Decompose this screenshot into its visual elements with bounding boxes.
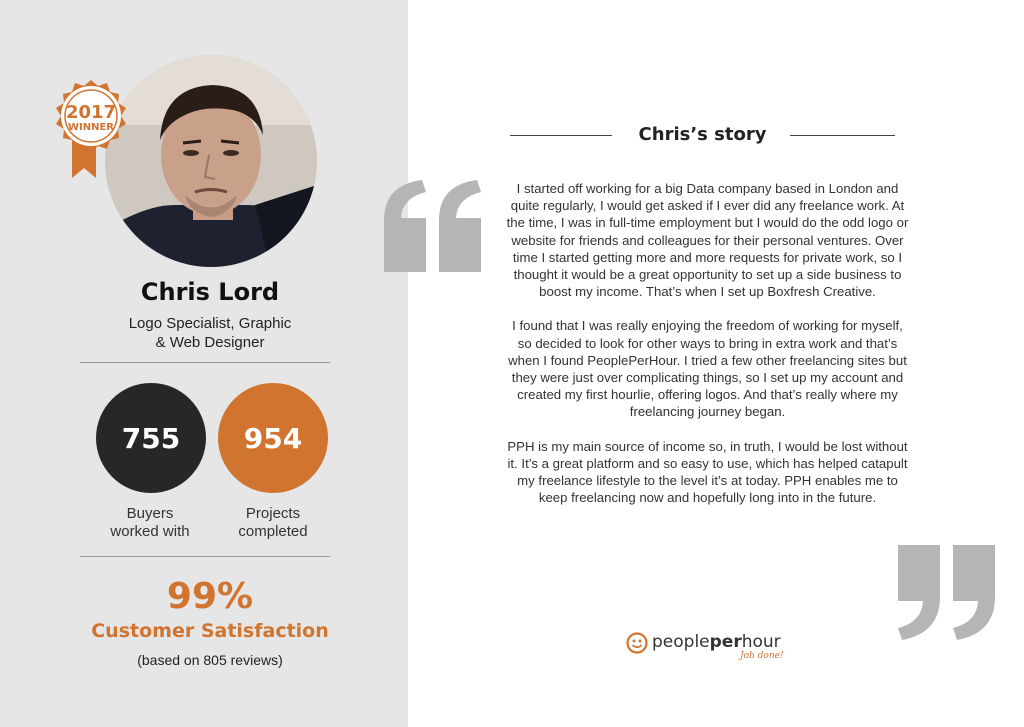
winner-badge	[50, 78, 132, 183]
story-title: Chris’s story	[638, 124, 767, 145]
brand-name-part-1: people	[652, 632, 710, 652]
satisfaction-percent: 99%	[166, 576, 254, 617]
buyers-label-line-2: worked with	[110, 523, 190, 540]
profile-panel	[0, 0, 408, 727]
divider-top	[80, 362, 330, 363]
projects-label-line-1: Projects	[245, 505, 301, 522]
story-paragraph-1: I started off working for a big Data company based in London and quite regularly, I would get asked if I ever did any freelance work. At the time, I was in full-time employment but I would do the odd logo or website for friends and colleagues for their personal ventures. Over time I started getting more and more requests for private work, so I thought it would be a great opportunity to set up a side business to boost my income. That’s when I set up Boxfresh Creative.	[506, 181, 909, 300]
story-paragraph-3: PPH is my main source of income so, in truth, I would be lost without it. It’s a great platform and so easy to use, which has helped catapult my freelance lifestyle to the level it’s at today. PPH enables me to keep freelancing now and hopefully long into in the future.	[507, 438, 908, 506]
projects-label	[203, 505, 343, 541]
buyers-label-line-1: Buyers	[126, 505, 174, 522]
satisfaction-note: (based on 805 reviews)	[137, 652, 283, 668]
projects-stat-circle	[218, 383, 328, 493]
profile-name: Chris Lord	[140, 278, 280, 306]
role-line-2: & Web Designer	[155, 334, 265, 351]
brand-name-part-3: hour	[741, 632, 781, 652]
divider-bottom	[80, 556, 330, 557]
close-quote-icon	[898, 545, 998, 640]
story-paragraph-2: I found that I was really enjoying the freedom of working for myself, so decided to look for other ways to bring in extra work and that’s when I found PeoplePerHour. I tried a few other freelancing sites but they were just over complicating things, so I set up my account and created my first hourlie, offering logos. And that’s really where my freelancing journey began.	[508, 318, 907, 420]
buyers-stat-circle	[96, 383, 206, 493]
buyers-count: 755	[121, 421, 181, 455]
story-header	[510, 124, 895, 148]
brand-tagline: Job done!	[740, 651, 784, 661]
brand-name	[652, 632, 781, 652]
badge-year: 2017	[65, 102, 117, 123]
story-body	[505, 180, 910, 523]
smiley-logo-icon	[626, 632, 648, 654]
projects-label-line-2: completed	[238, 523, 308, 540]
profile-role	[110, 314, 310, 352]
satisfaction-label: Customer Satisfaction	[91, 620, 329, 642]
story-rule-right	[790, 135, 895, 136]
winner-ribbon-icon	[50, 78, 132, 183]
avatar	[105, 55, 317, 267]
open-quote-icon	[384, 180, 484, 272]
brand-logo	[626, 630, 786, 662]
projects-count: 954	[243, 421, 303, 455]
buyers-label	[80, 505, 220, 541]
role-line-1: Logo Specialist, Graphic	[128, 315, 292, 332]
avatar-portrait	[105, 55, 317, 267]
badge-label: WINNER	[67, 122, 115, 133]
brand-name-part-2: per	[709, 632, 742, 652]
